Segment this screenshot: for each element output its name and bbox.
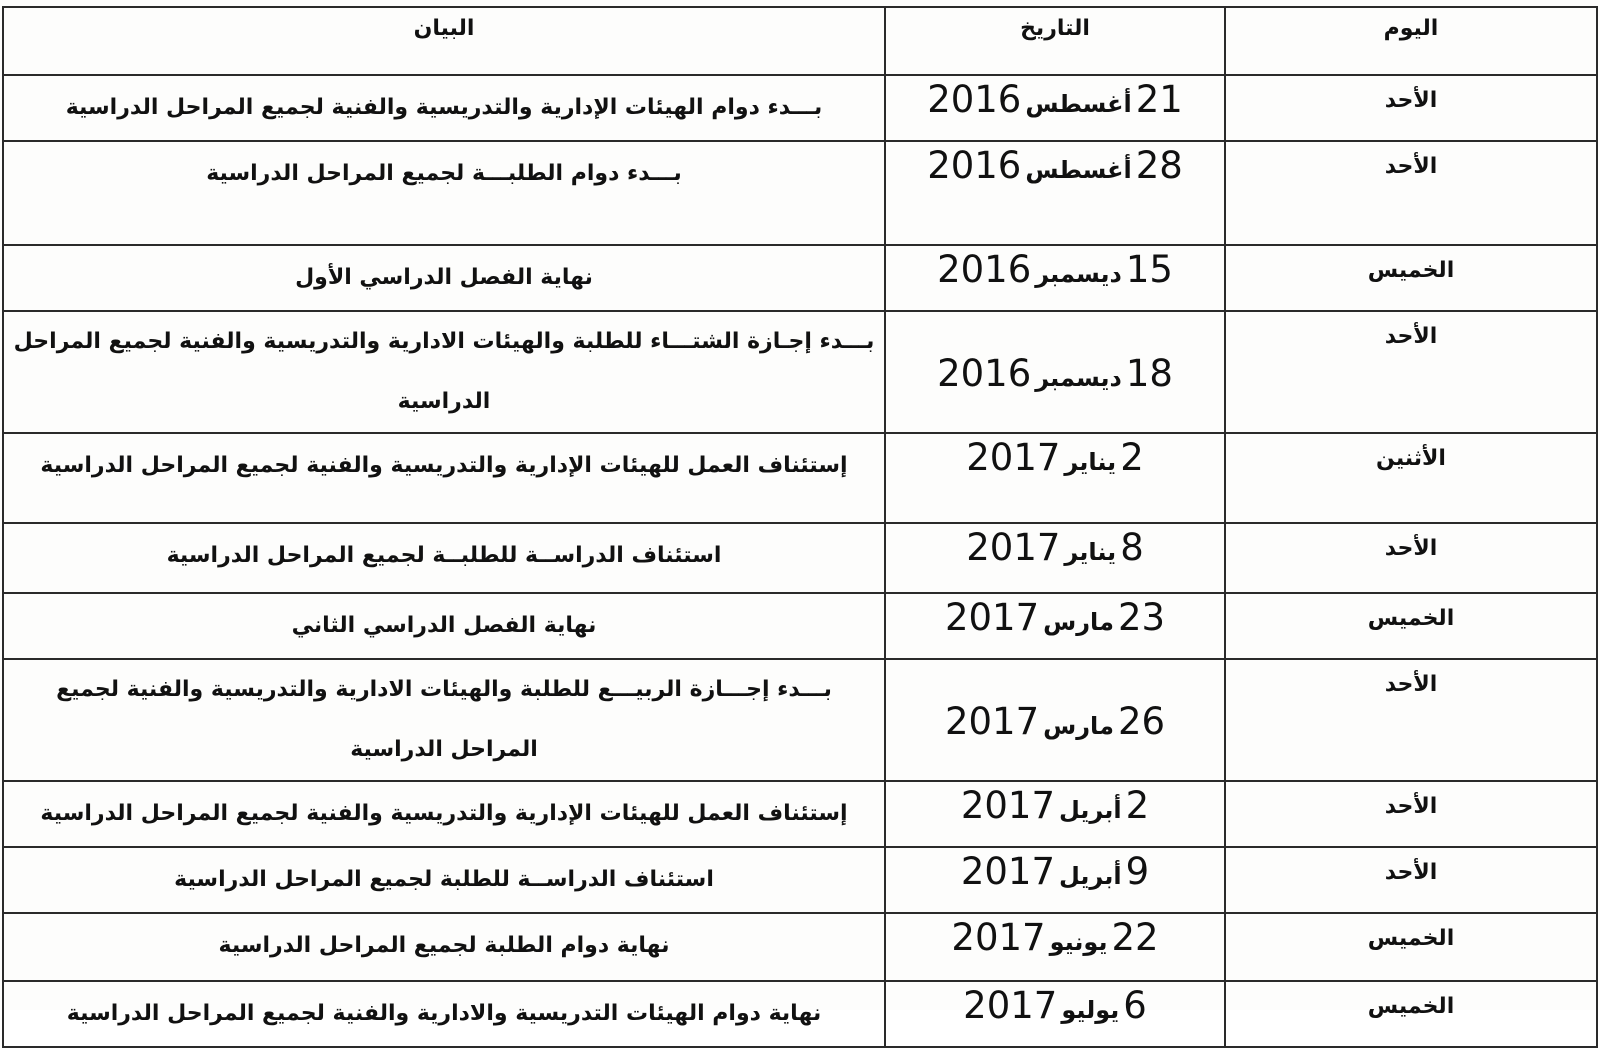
header-day: اليوم xyxy=(1225,7,1597,75)
table-row xyxy=(3,659,1597,781)
table-row xyxy=(3,311,1597,433)
table-row xyxy=(3,593,1597,659)
date-cell xyxy=(885,781,1225,847)
description-cell: استئناف الدراســة للطلبــة لجميع المراحل الدراسية xyxy=(3,523,885,593)
table-row xyxy=(3,75,1597,141)
description-cell: نهاية دوام الطلبة لجميع المراحل الدراسية xyxy=(3,913,885,981)
date-day-number: 6 xyxy=(1123,984,1147,1027)
table-row xyxy=(3,141,1597,245)
table-row xyxy=(3,433,1597,523)
date-cell xyxy=(885,913,1225,981)
date-year: 2017 xyxy=(963,984,1058,1027)
table-row xyxy=(3,523,1597,593)
date-day-number: 2 xyxy=(1125,784,1150,827)
description-cell: نهاية دوام الهيئات التدريسية والادارية والفنية لجميع المراحل الدراسية xyxy=(3,981,885,1047)
date-year: 2016 xyxy=(937,248,1032,291)
date-year: 2017 xyxy=(960,850,1055,893)
date-cell xyxy=(885,311,1225,433)
date-year: 2017 xyxy=(944,699,1040,743)
date-year: 2017 xyxy=(944,596,1040,639)
date-month: مارس xyxy=(1043,711,1114,740)
weekday-cell: الأحد xyxy=(1225,781,1597,847)
date-day-number: 21 xyxy=(1135,78,1183,121)
date-month: أغسطس xyxy=(1025,156,1132,184)
description-cell: نهاية الفصل الدراسي الأول xyxy=(3,245,885,311)
weekday-cell: الخميس xyxy=(1225,981,1597,1047)
date-cell xyxy=(885,593,1225,659)
date-cell xyxy=(885,141,1225,245)
date-month: يوليو xyxy=(1061,996,1120,1024)
date-year: 2017 xyxy=(951,916,1046,959)
date-day-number: 9 xyxy=(1125,850,1150,893)
date-month: أبريل xyxy=(1059,796,1122,824)
weekday-cell: الخميس xyxy=(1225,593,1597,659)
weekday-cell: الأثنين xyxy=(1225,433,1597,523)
date-cell xyxy=(885,981,1225,1047)
date-month: مارس xyxy=(1043,608,1114,636)
date-cell xyxy=(885,245,1225,311)
description-cell: بـــدء إجـــازة الربيـــع للطلبة والهيئات الادارية والتدريسية والفنية لجميع المراحل الدراسية xyxy=(3,659,885,781)
date-month: يناير xyxy=(1064,538,1117,566)
weekday-cell: الأحد xyxy=(1225,523,1597,593)
date-day-number: 15 xyxy=(1125,248,1173,291)
weekday-cell: الأحد xyxy=(1225,141,1597,245)
table-body xyxy=(3,75,1597,1047)
date-month: ديسمبر xyxy=(1035,363,1122,392)
description-cell: بـــدء دوام الطلبـــة لجميع المراحل الدراسية xyxy=(3,141,885,245)
date-month: أبريل xyxy=(1059,862,1122,890)
table-row xyxy=(3,981,1597,1047)
table-row xyxy=(3,913,1597,981)
description-cell: إستئناف العمل للهيئات الإدارية والتدريسية والفنية لجميع المراحل الدراسية xyxy=(3,781,885,847)
date-month: يونيو xyxy=(1049,928,1108,956)
description-cell: بـــدء دوام الهيئات الإدارية والتدريسية والفنية لجميع المراحل الدراسية xyxy=(3,75,885,141)
weekday-cell: الأحد xyxy=(1225,847,1597,913)
date-cell xyxy=(885,433,1225,523)
header-date: التاريخ xyxy=(885,7,1225,75)
date-day-number: 2 xyxy=(1120,436,1144,479)
date-month: أغسطس xyxy=(1025,90,1132,118)
date-day-number: 22 xyxy=(1111,916,1159,959)
weekday-cell: الأحد xyxy=(1225,75,1597,141)
date-cell xyxy=(885,523,1225,593)
date-cell xyxy=(885,847,1225,913)
weekday-cell: الأحد xyxy=(1225,311,1597,433)
date-month: ديسمبر xyxy=(1035,260,1122,288)
header-description: البيان xyxy=(3,7,885,75)
date-day-number: 28 xyxy=(1135,144,1183,187)
date-day-number: 26 xyxy=(1117,699,1166,743)
description-cell: إستئناف العمل للهيئات الإدارية والتدريسية والفنية لجميع المراحل الدراسية xyxy=(3,433,885,523)
weekday-cell: الخميس xyxy=(1225,913,1597,981)
table-row xyxy=(3,847,1597,913)
date-day-number: 8 xyxy=(1120,526,1144,569)
date-year: 2017 xyxy=(966,436,1061,479)
date-year: 2016 xyxy=(937,351,1032,395)
date-cell xyxy=(885,659,1225,781)
date-day-number: 18 xyxy=(1125,351,1173,395)
date-month: يناير xyxy=(1064,448,1117,476)
date-year: 2016 xyxy=(927,144,1022,187)
date-cell xyxy=(885,75,1225,141)
academic-calendar-table xyxy=(2,6,1598,1048)
date-day-number: 23 xyxy=(1117,596,1166,639)
weekday-cell: الخميس xyxy=(1225,245,1597,311)
table-row xyxy=(3,245,1597,311)
date-year: 2017 xyxy=(966,526,1061,569)
date-year: 2017 xyxy=(960,784,1055,827)
description-cell: استئناف الدراســة للطلبة لجميع المراحل الدراسية xyxy=(3,847,885,913)
date-year: 2016 xyxy=(927,78,1022,121)
description-cell: نهاية الفصل الدراسي الثاني xyxy=(3,593,885,659)
table-header-row xyxy=(3,7,1597,75)
table-row xyxy=(3,781,1597,847)
description-cell: بـــدء إجـازة الشتـــاء للطلبة والهيئات الادارية والتدريسية والفنية لجميع المراحل الدراسية xyxy=(3,311,885,433)
weekday-cell: الأحد xyxy=(1225,659,1597,781)
